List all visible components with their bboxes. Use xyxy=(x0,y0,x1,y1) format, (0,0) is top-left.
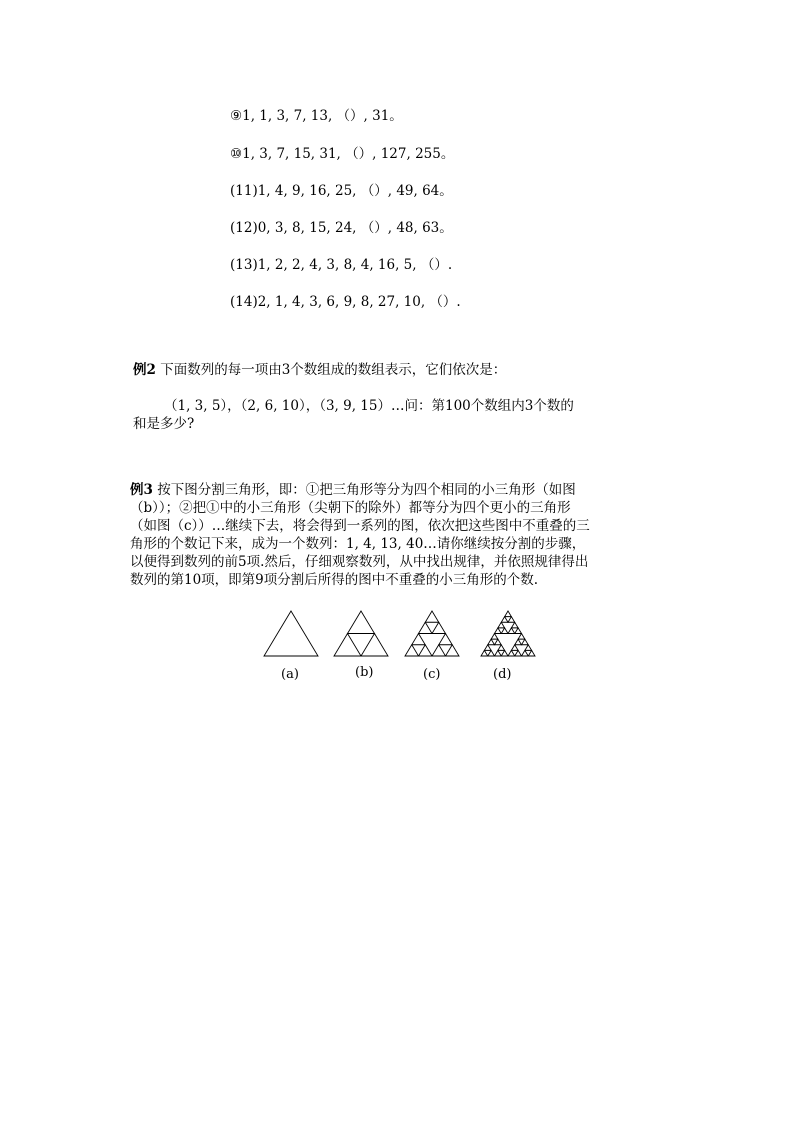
example-3-line-6: 数列的第10项，即第9项分割后所得的图中不重叠的小三角形的个数. xyxy=(130,572,539,588)
triangle-figure-c xyxy=(412,634,426,645)
triangle-figure-d xyxy=(505,611,512,617)
example-3-line-3: （如图（c））…继续下去，将会得到一系列的图，依次把这些图中不重叠的三 xyxy=(130,518,590,534)
sequence-item-10: ⑩1, 3, 7, 15, 31, （）, 127, 255。 xyxy=(230,146,455,162)
triangle-figure-c xyxy=(432,645,446,656)
example-3-line-1 xyxy=(130,482,576,498)
example-3-label: 例3 xyxy=(130,482,153,498)
triangle-figure-c xyxy=(432,622,446,633)
figure-c-label: (c) xyxy=(423,667,441,682)
triangle-figure-d xyxy=(495,639,502,645)
triangle-figures-drawing xyxy=(262,610,552,662)
example-2-intro: 下面数列的每一项由3个数组成的数组表示，它们依次是： xyxy=(160,362,507,378)
example-2-heading xyxy=(133,362,506,378)
triangle-figure-d xyxy=(522,639,529,645)
example-3-line-4: 角形的个数记下来，成为一个数列：1, 4, 13, 40…请你继续按分割的步骤， xyxy=(130,536,586,552)
triangle-figure-d xyxy=(498,645,505,651)
triangle-figure-b xyxy=(334,634,361,657)
triangle-figure-d xyxy=(481,650,488,656)
triangle-figure-a xyxy=(264,611,318,656)
triangle-figure-d xyxy=(525,645,532,651)
triangle-figure-d xyxy=(522,650,529,656)
example-2-question-line-1: （1, 3, 5），（2, 6, 10），（3, 9, 15）…问：第100个数组内3个数的 xyxy=(164,398,574,414)
triangle-figure-d xyxy=(501,628,508,634)
example-2-label: 例2 xyxy=(133,362,156,378)
triangle-figure-c xyxy=(419,622,433,633)
triangle-figure-d xyxy=(495,650,502,656)
triangle-figure-c xyxy=(425,611,439,622)
triangle-figure-c xyxy=(405,645,419,656)
triangle-figure-d xyxy=(515,639,522,645)
triangle-figure-c xyxy=(419,645,433,656)
sequence-item-13: (13)1, 2, 2, 4, 3, 8, 4, 16, 5, （）. xyxy=(230,257,453,273)
triangle-figure-b xyxy=(348,611,375,634)
triangle-figure-d xyxy=(501,650,508,656)
triangle-figure-d xyxy=(518,634,525,640)
triangle-figure-d xyxy=(511,645,518,651)
triangle-figure-d xyxy=(515,650,522,656)
triangle-figure-d xyxy=(511,622,518,628)
sequence-item-12: (12)0, 3, 8, 15, 24, （）, 48, 63。 xyxy=(230,220,453,236)
figure-b-label: (b) xyxy=(355,665,374,680)
triangle-figure-d xyxy=(498,622,505,628)
triangle-figure-b xyxy=(361,634,388,657)
figure-d-label: (d) xyxy=(493,667,512,682)
triangle-figure-c xyxy=(446,645,460,656)
triangle-figure-c xyxy=(439,634,453,645)
sequence-item-9: ⑨1, 1, 3, 7, 13, （）, 31。 xyxy=(230,108,403,124)
triangle-figure-d xyxy=(508,617,515,623)
triangle-figure-d xyxy=(488,650,495,656)
sequence-item-14: (14)2, 1, 4, 3, 6, 9, 8, 27, 10, （）. xyxy=(230,294,461,310)
example-3-line-5: 以便得到数列的前5项.然后，仔细观察数列，从中找出规律，并依照规律得出 xyxy=(130,554,589,570)
triangle-figures xyxy=(262,610,552,690)
triangle-figure-d xyxy=(515,628,522,634)
figure-a-label: (a) xyxy=(281,667,299,682)
sequence-item-11: (11)1, 4, 9, 16, 25, （）, 49, 64。 xyxy=(230,183,453,199)
triangle-figure-d xyxy=(528,650,535,656)
triangle-figure-d xyxy=(488,639,495,645)
triangle-figure-d xyxy=(501,617,508,623)
example-2-question-line-2: 和是多少? xyxy=(133,416,195,432)
example-3-line-2: （b））；②把①中的小三角形（尖朝下的除外）都等分为四个更小的三角形 xyxy=(130,500,571,516)
example-3-line-1-text: 按下图分割三角形，即：①把三角形等分为四个相同的小三角形（如图 xyxy=(157,482,576,498)
triangle-figure-d xyxy=(495,628,502,634)
triangle-figure-d xyxy=(491,634,498,640)
triangle-figure-d xyxy=(484,645,491,651)
triangle-figure-d xyxy=(508,628,515,634)
triangle-figure-d xyxy=(508,650,515,656)
